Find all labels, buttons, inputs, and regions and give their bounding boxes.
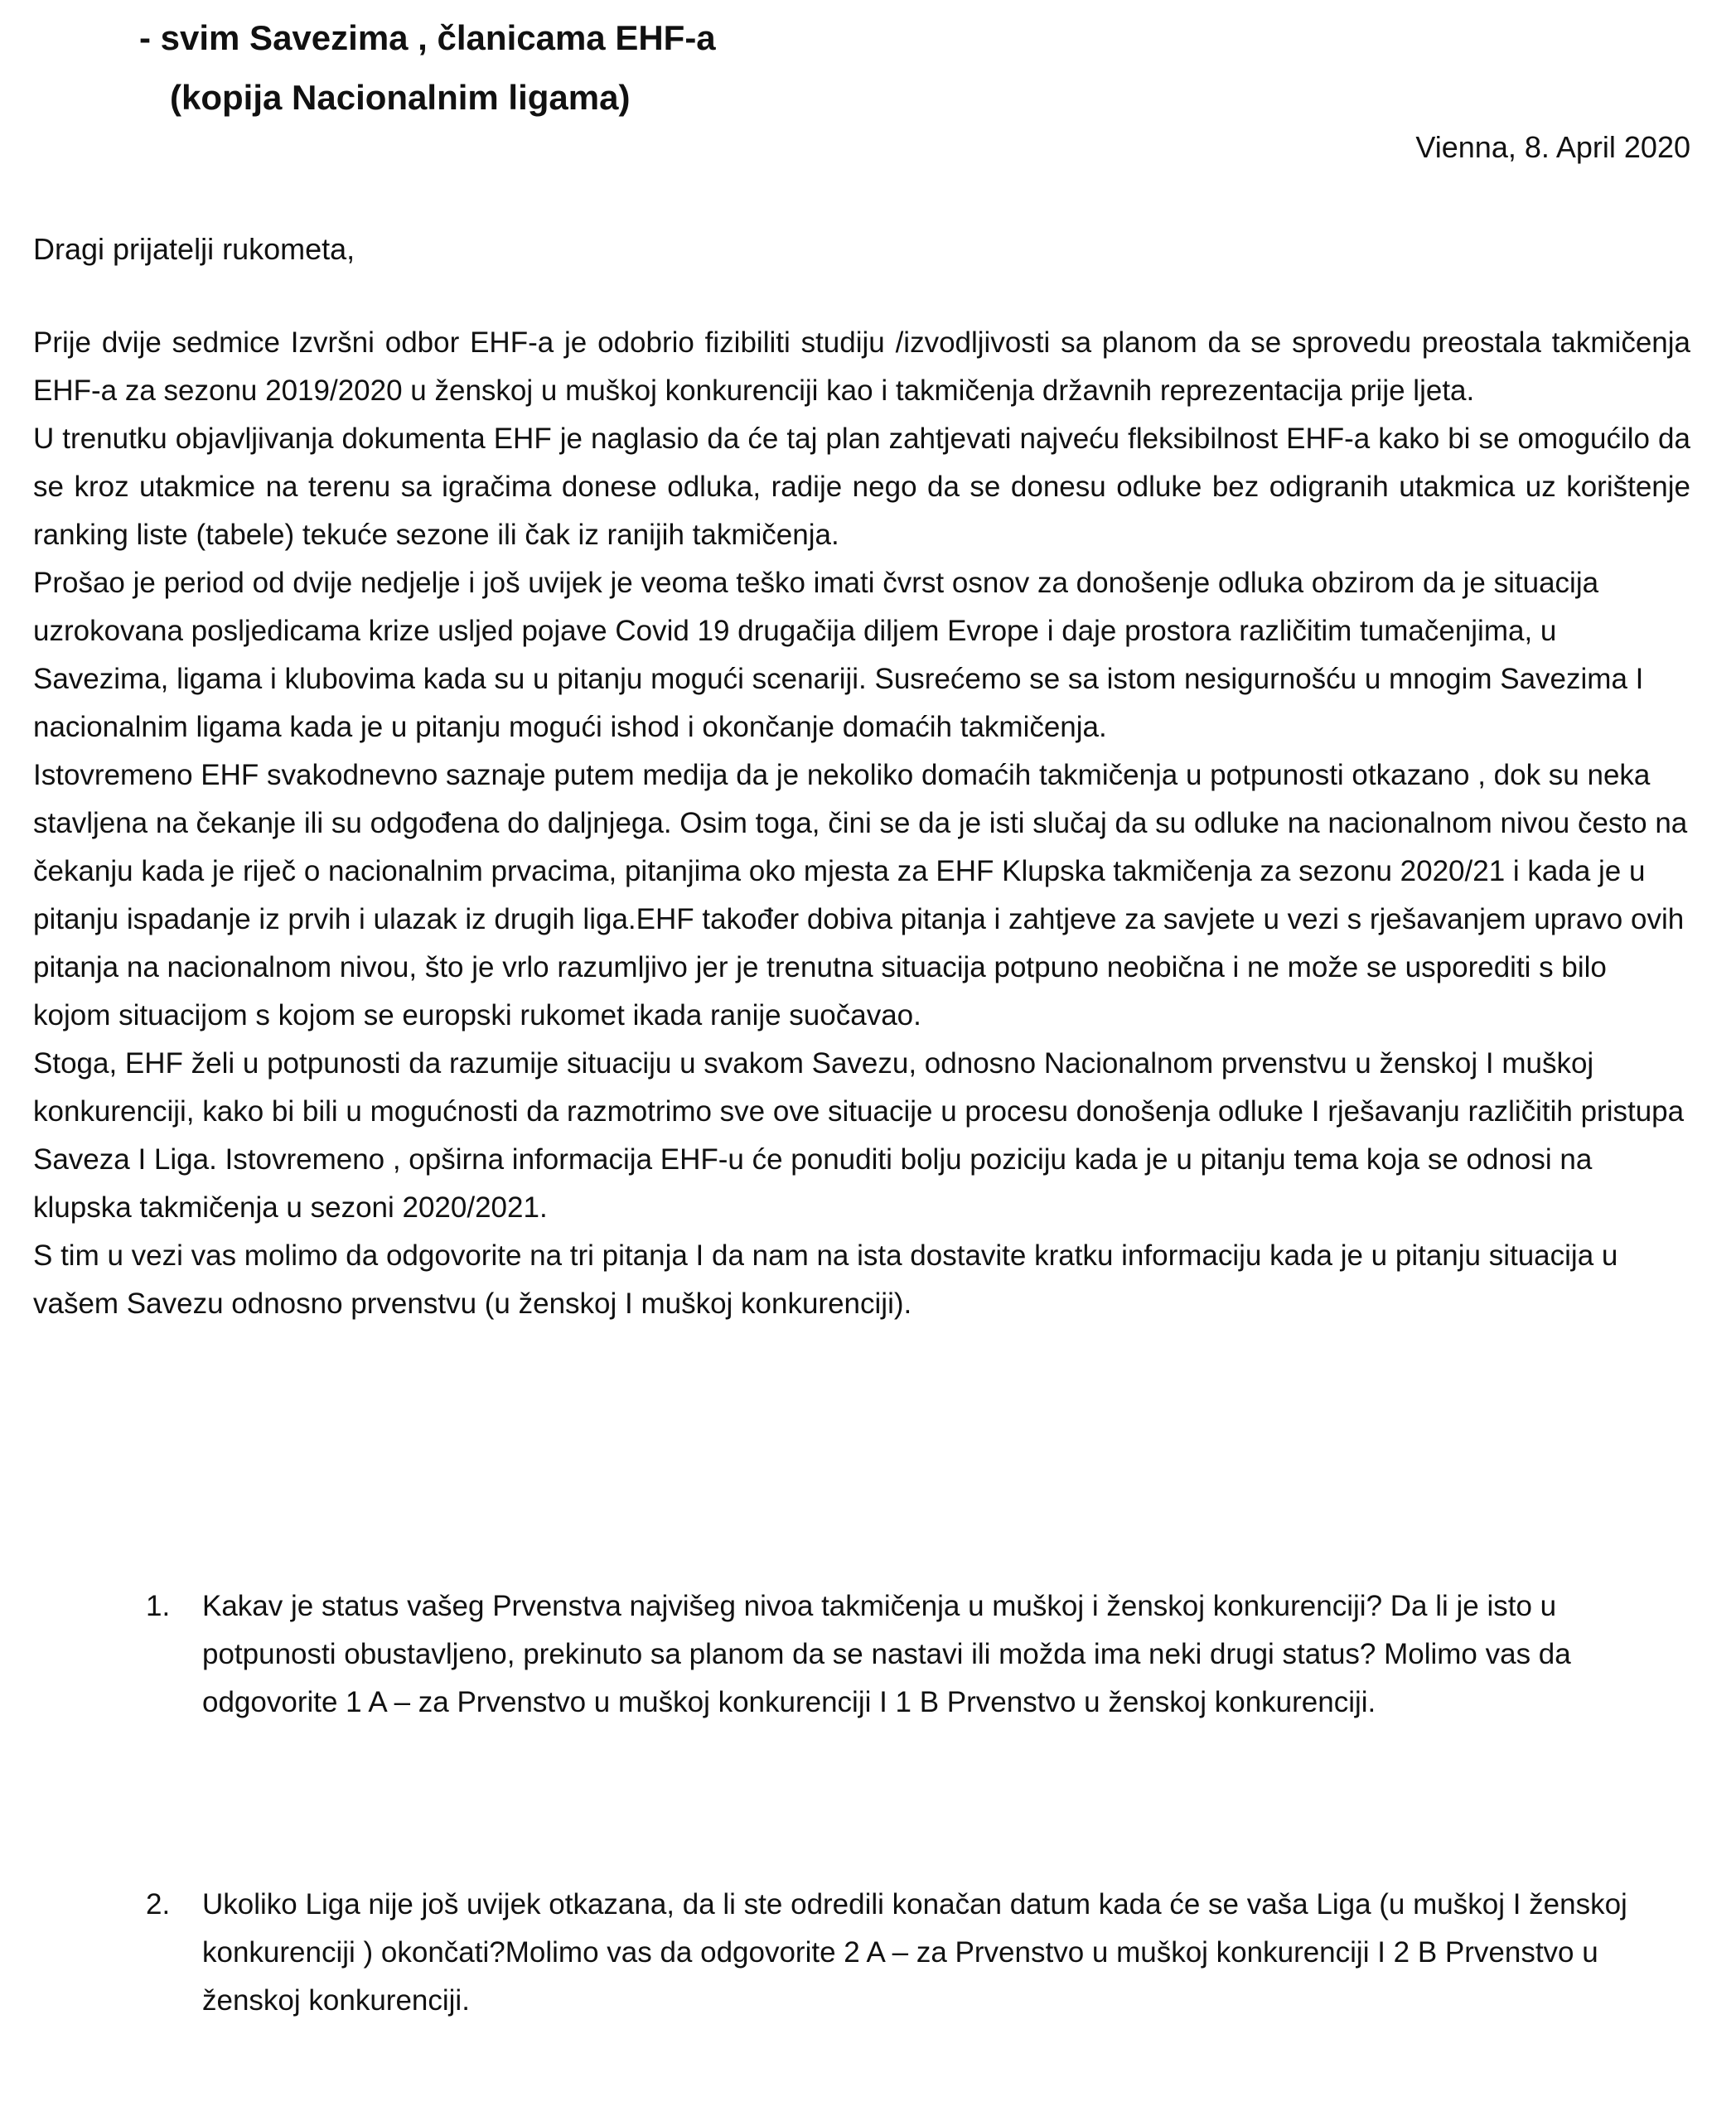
paragraph-3: Prošao je period od dvije nedjelje i još uvijek je veoma teško imati čvrst osnov za donošenje odluka obzirom da je situacija uzrokovana posljedicama krize usljed pojave Covid 19 drugačija diljem Evrope i daje prostora različitim tumačenjima, u Savezima, ligama i klubovima kada su u pitanju mogući scenariji. Susrećemo se sa istom nesigurnošću u mnogim Savezima I nacionalnim ligama kada je u pitanju mogući ishod i okončanje domaćih takmičenja. [33,567,1644,743]
question-number: 1. [146,1590,171,1622]
question-text: Ukoliko Liga nije još uvijek otkazana, da li ste odredili konačan datum kada će se vaša Liga (u muškoj I ženskoj konkurenciji ) okončati?Molimo vas da odgovorite 2 A – za Prvenstvo u muškoj konkurenciji I 2 B Prvenstvo u ženskoj konkurenciji. [202,1888,1627,2017]
paragraph-2: U trenutku objavljivanja dokumenta EHF je naglasio da će taj plan zahtjevati najveću fleksibilnost EHF-a kako bi se omogućilo da se kroz utakmice na terenu sa igračima donese odluka, radije nego da se donesu odluke bez odigranih utakmica uz korištenje ranking liste (tabele) tekuće sezone ili čak iz ranijih takmičenja. [33,423,1690,551]
question-text: Kakav je status vašeg Prvenstva najvišeg nivoa takmičenja u muškoj i ženskoj konkurenciji? Da li je isto u potpunosti obustavljeno, prekinuto sa planom da se nastavi ili možda ima neki drugi status? Molimo vas da odgovorite 1 A – za Prvenstvo u muškoj konkurenciji I 1 B Prvenstvo u ženskoj konkurenciji. [202,1590,1571,1718]
question-number: 2. [146,1888,171,1920]
paragraph-6: S tim u vezi vas molimo da odgovorite na tri pitanja I da nam na ista dostavite kratku informaciju kada je u pitanju situacija u vašem Savezu odnosno prvenstvu (u ženskoj I muškoj konkurenciji). [33,1239,1618,1320]
question-item-2 [133,1881,1690,2025]
letter-body [33,319,1690,1328]
letter-date: Vienna, 8. April 2020 [1415,130,1690,164]
paragraph-4: Istovremeno EHF svakodnevno saznaje putem medija da je nekoliko domaćih takmičenja u potpunosti otkazano , dok su neka stavljena na čekanje ili su odgođena do daljnjega. Osim toga, čini se da je isti slučaj da su odluke na nacionalnom nivou često na čekanju kada je riječ o nacionalnim prvacima, pitanjima oko mjesta za EHF Klupska takmičenja za sezonu 2020/21 i kada je u pitanju ispadanje iz prvih i ulazak iz drugih liga.EHF također dobiva pitanja i zahtjeve za savjete u vezi s rješavanjem upravo ovih pitanja na nacionalnom nivou, što je vrlo razumljivo jer je trenutna situacija potpuno neobična i ne može se usporediti s bilo kojom situacijom s kojom se europski rukomet ikada ranije suočavao. [33,759,1688,1032]
question-list-2 [133,1881,1690,2025]
greeting: Dragi prijatelji rukometa, [33,232,355,266]
recipients-line-2: (kopija Nacionalnim ligama) [170,78,631,117]
paragraph-5: Stoga, EHF želi u potpunosti da razumije situaciju u svakom Savezu, odnosno Nacionalnom prvenstvu u ženskoj I muškoj konkurenciji, kako bi bili u mogućnosti da razmotrimo sve ove situacije u procesu donošenja odluke I rješavanju različitih pristupa Saveza I Liga. Istovremeno , opširna informacija EHF-u će ponuditi bolju poziciju kada je u pitanju tema koja se odnosi na klupska takmičenja u sezoni 2020/2021. [33,1047,1685,1224]
question-item-1 [133,1582,1690,1727]
recipients-line-1: - svim Savezima , članicama EHF-a [139,18,716,57]
question-list-1 [133,1582,1690,1727]
paragraph-1: Prije dvije sedmice Izvršni odbor EHF-a je odobrio fizibiliti studiju /izvodljivosti sa planom da se sprovedu preostala takmičenja EHF-a za sezonu 2019/2020 u ženskoj u muškoj konkurenciji kao i takmičenja državnih reprezentacija prije ljeta. [33,326,1690,407]
